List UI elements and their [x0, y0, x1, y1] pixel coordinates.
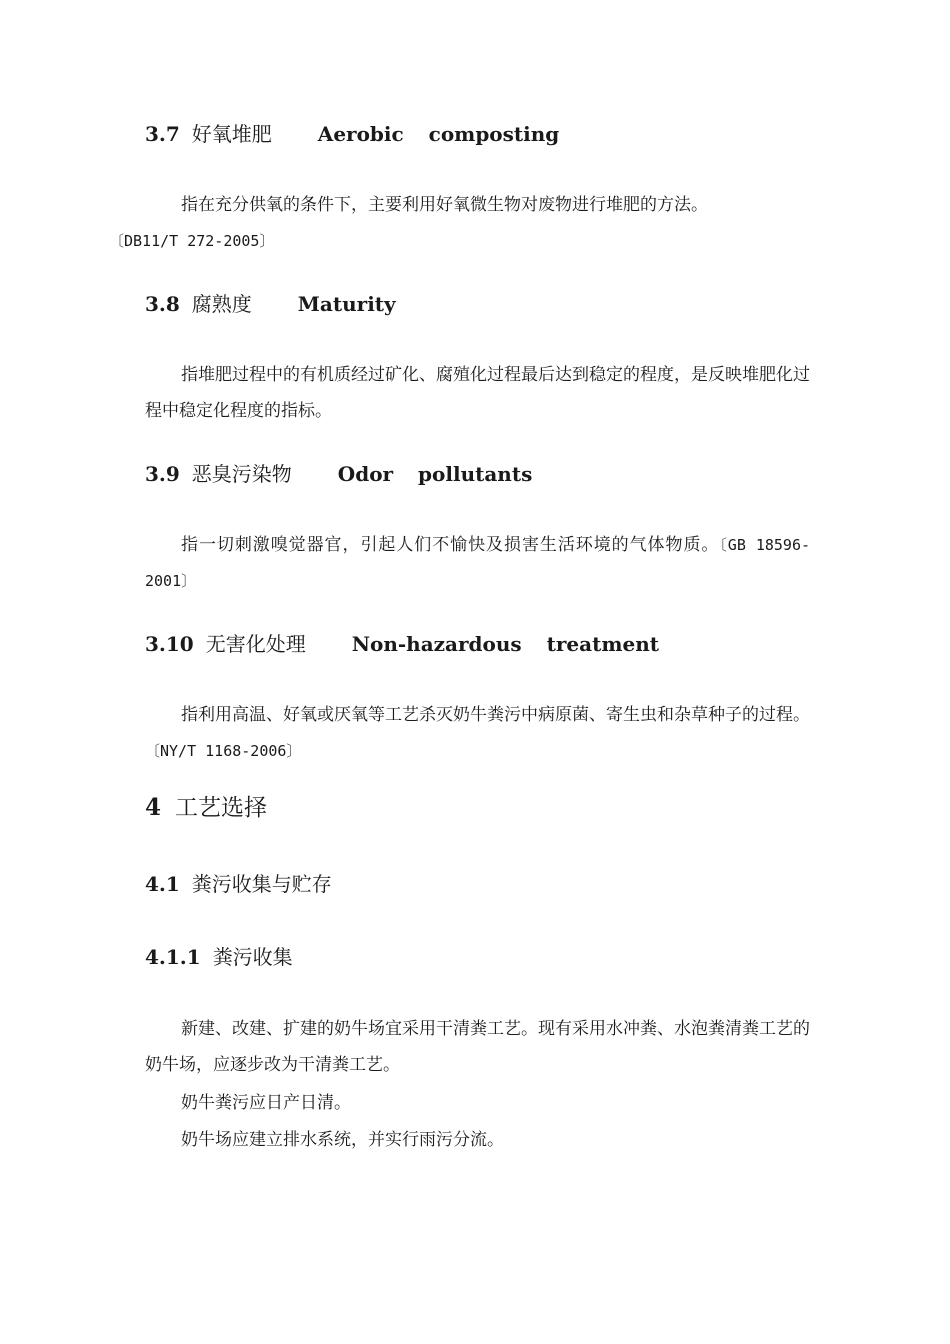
section-body-4-1-1-para2	[181, 1085, 351, 1121]
reference: 〔DB11/T 272-2005〕	[109, 232, 275, 250]
section-heading-3-7	[145, 120, 559, 148]
section-title-en: Odor pollutants	[337, 462, 533, 486]
section-heading-3-9	[145, 460, 532, 488]
section-number: 3.9	[145, 462, 180, 486]
reference: 〔GB 18596-2001〕	[145, 536, 811, 590]
section-title-zh: 粪污收集	[212, 945, 293, 969]
body-text: 指在充分供氧的条件下，主要利用好氧微生物对废物进行堆肥的方法。	[181, 195, 708, 215]
section-number: 3.10	[145, 632, 194, 656]
section-title-zh: 腐熟度	[191, 292, 252, 316]
section-title-en: Non-hazardous treatment	[351, 632, 659, 656]
section-number: 4.1.1	[145, 945, 201, 969]
section-body-4-1-1-para3	[181, 1122, 504, 1158]
section-body-3-9	[145, 527, 810, 599]
section-heading-4-1-1	[145, 943, 293, 971]
chapter-heading-4	[145, 794, 267, 822]
section-number: 3.8	[145, 292, 180, 316]
body-text: 指利用高温、好氧或厌氧等工艺杀灭奶牛粪污中病原菌、寄生虫和杂草种子的过程。	[181, 705, 810, 725]
body-text: 奶牛场应建立排水系统，并实行雨污分流。	[181, 1130, 504, 1150]
body-text: 奶牛粪污应日产日清。	[181, 1093, 351, 1113]
section-title-zh: 粪污收集与贮存	[191, 872, 332, 896]
section-title-zh: 好氧堆肥	[191, 122, 272, 146]
section-body-3-10	[145, 697, 810, 769]
reference: 〔NY/T 1168-2006〕	[145, 742, 302, 760]
section-heading-3-8	[145, 290, 396, 318]
section-body-3-8	[145, 357, 810, 429]
section-body-4-1-1-para1	[145, 1011, 810, 1083]
chapter-number: 4	[145, 794, 162, 821]
section-title-zh: 恶臭污染物	[191, 462, 292, 486]
body-text: 指一切刺激嗅觉器官，引起人们不愉快及损害生活环境的气体物质。	[181, 535, 720, 555]
section-number: 3.7	[145, 122, 180, 146]
section-heading-3-10	[145, 630, 659, 658]
section-title-en: Maturity	[297, 292, 396, 316]
section-title-en: Aerobic composting	[317, 122, 560, 146]
section-title-zh: 无害化处理	[205, 632, 306, 656]
body-text: 指堆肥过程中的有机质经过矿化、腐殖化过程最后达到稳定的程度，是反映堆肥化过程中稳定化程度的指标。	[145, 365, 810, 421]
body-text: 新建、改建、扩建的奶牛场宜采用干清粪工艺。现有采用水冲粪、水泡粪清粪工艺的奶牛场，应逐步改为干清粪工艺。	[145, 1019, 810, 1075]
section-heading-4-1	[145, 870, 332, 898]
chapter-title-zh: 工艺选择	[175, 795, 268, 821]
section-number: 4.1	[145, 872, 180, 896]
section-body-3-7	[109, 187, 810, 259]
